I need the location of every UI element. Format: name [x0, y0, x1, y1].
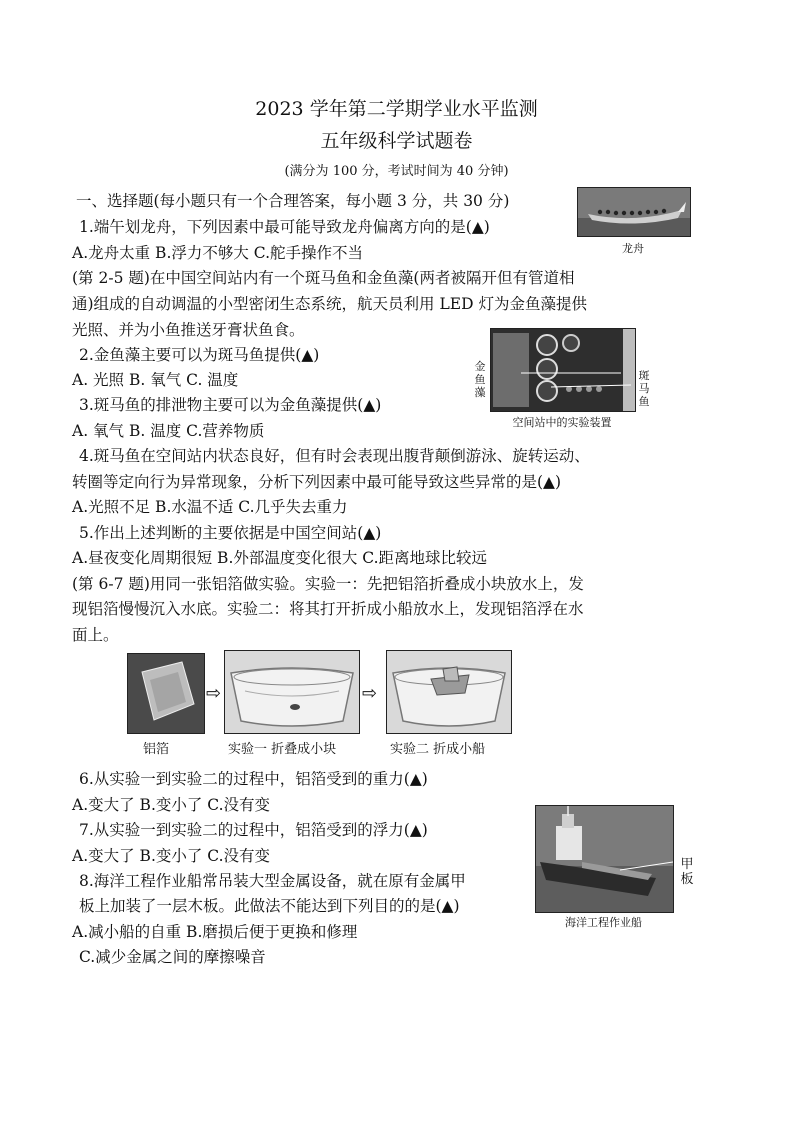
q5-options: A.昼夜变化周期很短 B.外部温度变化很大 C.距离地球比较远 — [72, 549, 488, 567]
foil-photo — [127, 653, 205, 734]
exam-title: 2023 学年第二学期学业水平监测 — [255, 98, 538, 120]
q8-option-c: C.减少金属之间的摩擦噪音 — [79, 948, 266, 966]
intro-2-5-line2: 通)组成的自动调温的小型密闭生态系统，航天员利用 LED 灯为金鱼藻提供 — [72, 295, 587, 313]
q3-options: A. 氧气 B. 温度 C.营养物质 — [72, 422, 265, 440]
q6-stem: 6.从实验一到实验二的过程中，铝箔受到的重力(▲) — [79, 770, 428, 788]
q4-options: A.光照不足 B.水温不适 C.几乎失去重力 — [72, 498, 348, 516]
ship-caption: 海洋工程作业船 — [565, 916, 642, 929]
q8-line2: 板上加装了一层木板。此做法不能达到下列目的的是(▲) — [79, 897, 460, 915]
dragon-boat-caption: 龙舟 — [622, 242, 644, 255]
q1-options: A.龙舟太重 B.浮力不够大 C.舵手操作不当 — [72, 244, 364, 262]
ship-photo — [535, 805, 674, 913]
q1-stem: 1.端午划龙舟，下列因素中最可能导致龙舟偏离方向的是(▲) — [79, 218, 490, 236]
label-banmayu: 斑马鱼 — [638, 369, 650, 408]
intro-2-5-line1: (第 2-5 题)在中国空间站内有一个斑马鱼和金鱼藻(两者被隔开但有管道相 — [72, 269, 575, 287]
space-device-caption: 空间站中的实验装置 — [512, 416, 612, 429]
dragon-boat-photo — [577, 187, 691, 237]
space-device-photo — [490, 328, 636, 412]
q7-options: A.变大了 B.变小了 C.没有变 — [72, 847, 271, 865]
q4-line1: 4.斑马鱼在空间站内状态良好，但有时会表现出腹背颠倒游泳、旋转运动、 — [79, 447, 590, 465]
foil-caption: 铝箔 — [143, 742, 170, 757]
q8-option-ab: A.减小船的自重 B.磨损后便于更换和修理 — [72, 923, 358, 941]
arrow-icon: ⇨ — [362, 683, 378, 704]
arrow-icon: ⇨ — [206, 683, 222, 704]
intro-6-7-line2: 现铝箔慢慢沉入水底。实验二：将其打开折成小船放水上，发现铝箔浮在水 — [72, 600, 584, 618]
exp2-caption: 实验二 折成小船 — [390, 742, 486, 757]
q2-stem: 2.金鱼藻主要可以为斑马鱼提供(▲) — [79, 346, 320, 364]
q4-line2: 转圈等定向行为异常现象，分析下列因素中最可能导致这些异常的是(▲) — [72, 473, 562, 491]
intro-6-7-line1: (第 6-7 题)用同一张铝箔做实验。实验一：先把铝箔折叠成小块放水上，发 — [72, 575, 584, 593]
section-heading: 一、选择题(每小题只有一个合理答案，每小题 3 分，共 30 分) — [76, 192, 510, 210]
q2-options: A. 光照 B. 氧气 C. 温度 — [72, 371, 239, 389]
q6-options: A.变大了 B.变小了 C.没有变 — [72, 796, 271, 814]
label-jinyuzao: 金鱼藻 — [474, 360, 486, 399]
exp2-photo — [386, 650, 512, 734]
exam-subtitle: 五年级科学试题卷 — [320, 130, 473, 152]
intro-2-5-line3: 光照、并为小鱼推送牙膏状鱼食。 — [72, 321, 305, 339]
intro-6-7-line3: 面上。 — [72, 626, 119, 644]
q3-stem: 3.斑马鱼的排泄物主要可以为金鱼藻提供(▲) — [79, 396, 382, 414]
exp1-photo — [224, 650, 360, 734]
q7-stem: 7.从实验一到实验二的过程中，铝箔受到的浮力(▲) — [79, 821, 428, 839]
label-deck: 甲板 — [680, 857, 694, 887]
q5-stem: 5.作出上述判断的主要依据是中国空间站(▲) — [79, 524, 382, 542]
exam-note: (满分为 100 分，考试时间为 40 分钟) — [284, 164, 509, 179]
exp1-caption: 实验一 折叠成小块 — [228, 742, 337, 757]
q8-line1: 8.海洋工程作业船常吊装大型金属设备，就在原有金属甲 — [79, 872, 466, 890]
